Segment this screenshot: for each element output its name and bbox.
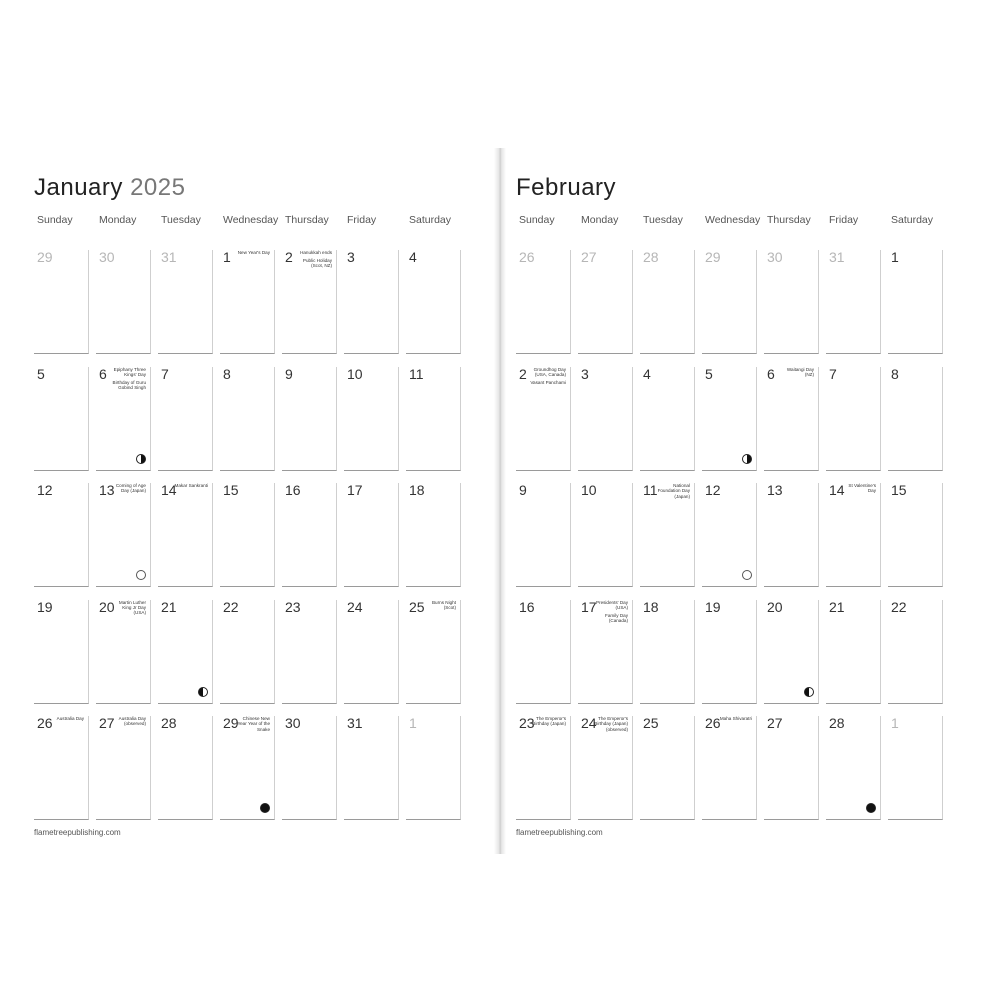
event-label: Coming of Age Day (Japan) (115, 483, 146, 494)
day-number: 11 (643, 482, 658, 498)
weekday-saturday: Saturday (891, 214, 934, 226)
day-number: 14 (161, 482, 177, 498)
day-cell[interactable] (344, 250, 399, 354)
day-cell[interactable] (578, 600, 633, 704)
day-cell[interactable] (640, 600, 695, 704)
day-events (110, 600, 146, 618)
day-cell[interactable] (764, 483, 819, 587)
day-events (654, 483, 690, 501)
day-number: 5 (37, 365, 45, 382)
day-number: 19 (705, 598, 721, 615)
day-number: 11 (409, 365, 424, 382)
day-number: 30 (285, 715, 301, 731)
day-number: 25 (409, 598, 425, 615)
day-cell[interactable] (578, 483, 633, 587)
day-number: 10 (347, 365, 363, 382)
weekday-sunday: Sunday (37, 214, 73, 226)
day-cell[interactable] (96, 716, 151, 820)
day-number: 7 (829, 365, 837, 382)
day-number: 27 (581, 249, 597, 265)
day-cell[interactable] (158, 716, 213, 820)
day-cell[interactable] (282, 483, 337, 587)
day-events (530, 367, 566, 388)
day-number: 1 (223, 249, 231, 265)
page-february (506, 148, 976, 854)
weekday-tuesday: Tuesday (643, 214, 683, 226)
day-cell[interactable] (826, 250, 881, 354)
event-label: Martin Luther King Jr Day (USA) (118, 599, 146, 616)
event-label: National Foundation Day (Japan) (657, 483, 690, 499)
day-number: 3 (347, 249, 355, 265)
day-cell[interactable] (516, 600, 571, 704)
day-events (110, 716, 146, 729)
day-cell[interactable] (516, 367, 571, 471)
day-events (110, 367, 146, 393)
day-number: 20 (99, 598, 115, 615)
day-cell[interactable] (96, 367, 151, 471)
event-label: Family Day (Canada) (605, 612, 628, 623)
day-cell[interactable] (34, 483, 89, 587)
day-events (840, 483, 876, 496)
day-number: 16 (519, 598, 535, 615)
weekday-header (516, 214, 948, 230)
weekday-monday: Monday (581, 214, 619, 226)
day-cell[interactable] (578, 250, 633, 354)
day-cell[interactable] (888, 367, 943, 471)
day-events (234, 250, 270, 258)
day-cell[interactable] (702, 367, 757, 471)
day-cell[interactable] (282, 250, 337, 354)
day-number: 10 (581, 482, 597, 498)
day-cell[interactable] (282, 600, 337, 704)
day-number: 14 (829, 482, 845, 498)
day-cell[interactable] (406, 600, 461, 704)
month-title (34, 174, 185, 202)
day-events (592, 600, 628, 626)
year-label: 2025 (130, 174, 186, 201)
day-number: 2 (519, 365, 527, 382)
day-number: 16 (285, 482, 301, 498)
day-number: 4 (409, 249, 417, 265)
day-number: 6 (99, 365, 107, 382)
event-label: Epiphany Three Kings' Day (113, 366, 146, 377)
day-number: 12 (37, 482, 53, 498)
day-cell[interactable] (764, 250, 819, 354)
day-cell[interactable] (826, 367, 881, 471)
day-number: 28 (643, 249, 659, 265)
day-number: 9 (519, 482, 527, 498)
month-name: February (516, 174, 617, 201)
weekday-wednesday: Wednesday (705, 214, 761, 226)
day-events (592, 716, 628, 734)
day-number: 30 (99, 249, 115, 265)
day-number: 31 (347, 715, 363, 731)
event-label: Australia Day (56, 716, 84, 721)
day-number: 18 (409, 482, 425, 498)
day-number: 28 (829, 715, 845, 731)
day-cell[interactable] (516, 250, 571, 354)
day-events (716, 716, 752, 724)
day-number: 22 (891, 598, 907, 615)
day-cell[interactable] (344, 716, 399, 820)
day-cell[interactable] (516, 483, 571, 587)
day-number: 13 (767, 482, 783, 498)
day-cell[interactable] (34, 250, 89, 354)
weekday-monday: Monday (99, 214, 137, 226)
day-cell[interactable] (764, 716, 819, 820)
day-number: 3 (581, 365, 589, 382)
weekday-friday: Friday (347, 214, 377, 226)
day-cell[interactable] (764, 367, 819, 471)
day-number: 27 (767, 715, 783, 731)
day-number: 8 (891, 365, 899, 382)
day-number: 21 (829, 598, 845, 615)
day-number: 1 (891, 249, 899, 265)
weekday-thursday: Thursday (767, 214, 811, 226)
day-cell[interactable] (220, 483, 275, 587)
day-cell[interactable] (640, 367, 695, 471)
day-events (420, 600, 456, 613)
day-events (296, 250, 332, 271)
full-moon-icon (742, 570, 752, 580)
day-cell[interactable] (282, 716, 337, 820)
day-number: 21 (161, 598, 177, 615)
event-label: Public Holiday (Scot, NZ) (302, 257, 332, 269)
day-cell[interactable] (96, 600, 151, 704)
day-events (530, 716, 566, 729)
event-label: The Emperor's Birthday (Japan) (observed) (594, 716, 628, 732)
day-cell[interactable] (406, 483, 461, 587)
weekday-header (34, 214, 466, 230)
day-cell[interactable] (158, 250, 213, 354)
day-number: 9 (285, 365, 293, 382)
day-cell[interactable] (220, 250, 275, 354)
day-number: 15 (891, 482, 907, 498)
day-events (48, 716, 84, 724)
last-quarter-moon-icon (198, 687, 208, 697)
day-cell[interactable] (344, 600, 399, 704)
day-number: 29 (223, 715, 239, 731)
event-label: New Year's Day (237, 250, 270, 255)
day-cell[interactable] (702, 716, 757, 820)
day-number: 27 (99, 715, 115, 731)
weekday-wednesday: Wednesday (223, 214, 279, 226)
day-number: 1 (409, 715, 417, 731)
day-cell[interactable] (220, 716, 275, 820)
event-label: Burns Night (Scot) (431, 599, 456, 610)
event-label: Groundhog Day (USA, Canada) (533, 366, 566, 377)
day-number: 12 (705, 482, 721, 498)
weekday-thursday: Thursday (285, 214, 329, 226)
day-number: 19 (37, 598, 53, 615)
calendar-spread (0, 148, 1000, 854)
weekday-sunday: Sunday (519, 214, 555, 226)
event-label: Chinese New Year Year of the Snake (237, 716, 270, 732)
day-cell[interactable] (702, 250, 757, 354)
day-cell[interactable] (220, 367, 275, 471)
day-number: 8 (223, 365, 231, 382)
day-cell[interactable] (640, 716, 695, 820)
day-events (172, 483, 208, 491)
event-label: St Valentine's Day (848, 483, 876, 494)
day-cell[interactable] (34, 716, 89, 820)
day-number: 18 (643, 598, 659, 615)
day-number: 15 (223, 482, 239, 498)
day-cell[interactable] (96, 250, 151, 354)
day-cell[interactable] (282, 367, 337, 471)
day-number: 26 (37, 715, 53, 731)
day-number: 24 (581, 715, 597, 731)
full-moon-icon (136, 570, 146, 580)
day-cell[interactable] (220, 600, 275, 704)
first-quarter-moon-icon (742, 454, 752, 464)
day-cell[interactable] (578, 716, 633, 820)
day-number: 29 (37, 249, 53, 265)
day-number: 29 (705, 249, 721, 265)
day-cell[interactable] (640, 483, 695, 587)
day-number: 30 (767, 249, 783, 265)
day-number: 24 (347, 598, 363, 615)
day-events (778, 367, 814, 380)
page-january (24, 148, 494, 854)
day-number: 26 (519, 249, 535, 265)
day-cell[interactable] (640, 250, 695, 354)
month-grid (34, 250, 466, 820)
day-cell[interactable] (516, 716, 571, 820)
day-cell[interactable] (158, 600, 213, 704)
day-cell[interactable] (826, 483, 881, 587)
day-number: 31 (161, 249, 177, 265)
day-number: 23 (519, 715, 535, 731)
event-label: The Emperor's Birthday (Japan) (532, 716, 566, 727)
day-number: 22 (223, 598, 239, 615)
day-number: 26 (705, 715, 721, 731)
day-number: 7 (161, 365, 169, 382)
day-cell[interactable] (764, 600, 819, 704)
event-label: Presidents' Day (USA) (595, 599, 628, 610)
day-number: 17 (581, 598, 597, 615)
day-cell[interactable] (34, 367, 89, 471)
month-grid (516, 250, 948, 820)
month-name: January (34, 174, 123, 201)
event-label: Birthday of Guru Gobind Singh (112, 379, 146, 390)
day-cell[interactable] (406, 367, 461, 471)
day-number: 2 (285, 249, 293, 265)
day-cell[interactable] (344, 367, 399, 471)
day-cell[interactable] (702, 483, 757, 587)
day-cell[interactable] (158, 483, 213, 587)
event-label: Australia Day (observed) (118, 716, 146, 727)
day-events (110, 483, 146, 496)
day-number: 5 (705, 365, 713, 382)
weekday-tuesday: Tuesday (161, 214, 201, 226)
day-number: 17 (347, 482, 363, 498)
event-label: Maha Shivaratri (719, 716, 752, 721)
day-cell[interactable] (34, 600, 89, 704)
day-cell[interactable] (888, 483, 943, 587)
event-label: Waitangi Day (NZ) (786, 366, 814, 377)
day-number: 6 (767, 365, 775, 382)
day-cell[interactable] (826, 716, 881, 820)
day-cell[interactable] (406, 716, 461, 820)
day-cell[interactable] (578, 367, 633, 471)
publisher-url[interactable]: flametreepublishing.com (516, 828, 603, 837)
day-number: 13 (99, 482, 115, 498)
day-cell[interactable] (888, 716, 943, 820)
day-number: 31 (829, 249, 845, 265)
day-number: 4 (643, 365, 651, 382)
day-cell[interactable] (702, 600, 757, 704)
day-number: 20 (767, 598, 783, 615)
day-cell[interactable] (888, 250, 943, 354)
day-cell[interactable] (96, 483, 151, 587)
day-cell[interactable] (826, 600, 881, 704)
new-moon-icon (866, 803, 876, 813)
first-quarter-moon-icon (136, 454, 146, 464)
month-title (516, 174, 616, 202)
day-cell[interactable] (406, 250, 461, 354)
weekday-saturday: Saturday (409, 214, 452, 226)
day-number: 28 (161, 715, 177, 731)
day-number: 23 (285, 598, 301, 615)
new-moon-icon (260, 803, 270, 813)
event-label: Makar Sankranti (174, 483, 208, 488)
day-cell[interactable] (888, 600, 943, 704)
book-gutter (494, 148, 506, 854)
event-label: Hanukkah ends (300, 250, 332, 255)
day-cell[interactable] (344, 483, 399, 587)
day-number: 1 (891, 715, 899, 731)
day-events (234, 716, 270, 734)
last-quarter-moon-icon (804, 687, 814, 697)
day-cell[interactable] (158, 367, 213, 471)
event-label: Vasant Panchami (530, 379, 566, 385)
weekday-friday: Friday (829, 214, 859, 226)
day-number: 25 (643, 715, 659, 731)
publisher-url[interactable]: flametreepublishing.com (34, 828, 121, 837)
